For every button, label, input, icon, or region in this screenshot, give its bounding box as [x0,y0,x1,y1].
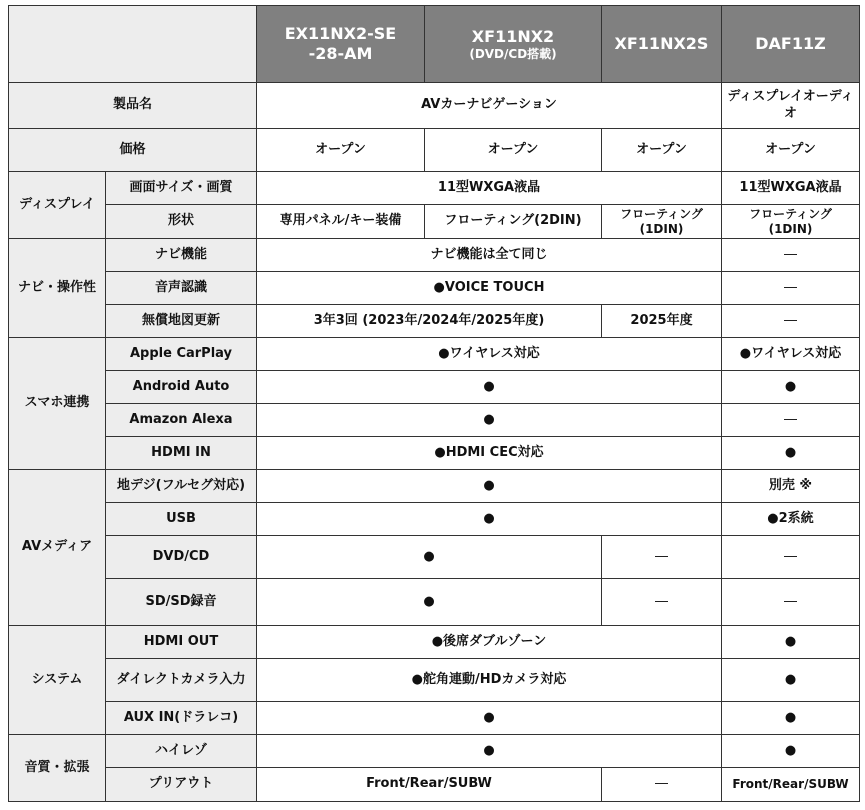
value-preout-exxf: Front/Rear/SUBW [257,768,602,802]
label-voice: 音声認識 [106,272,257,305]
model-header-ex11nx2: EX11NX2-SE -28-AM [257,6,425,83]
value-hires-daf: ● [722,735,860,768]
group-system: システム [9,626,106,735]
value-screen-nav: 11型WXGA液晶 [257,172,722,205]
value-carplay-nav: ●ワイヤレス対応 [257,338,722,371]
row-hdmi-out [9,626,860,659]
label-carplay: Apple CarPlay [106,338,257,371]
label-navi-function: ナビ機能 [106,239,257,272]
value-aux-nav: ● [257,702,722,735]
value-sd-exxf: ● [257,579,602,626]
shape-ex: 専用パネル/キー装備 [257,205,425,239]
value-usb-nav: ● [257,503,722,536]
label-tv: 地デジ(フルセグ対応) [106,470,257,503]
value-hires-nav: ● [257,735,722,768]
label-hires: ハイレゾ [106,735,257,768]
value-camera-daf: ● [722,659,860,702]
label-camera: ダイレクトカメラ入力 [106,659,257,702]
model-header-daf11z: DAF11Z [722,6,860,83]
value-voice: ●VOICE TOUCH [257,272,722,305]
label-usb: USB [106,503,257,536]
value-daf-product: ディスプレイオーディオ [722,83,860,129]
value-map-exxf: 3年3回 (2023年/2024年/2025年度) [257,305,602,338]
value-dvd-daf: ― [722,536,860,579]
row-map-update [9,305,860,338]
label-hdmi-out: HDMI OUT [106,626,257,659]
label-map-update: 無償地図更新 [106,305,257,338]
group-smartphone: スマホ連携 [9,338,106,470]
label-alexa: Amazon Alexa [106,404,257,437]
label-product-name: 製品名 [9,83,257,129]
value-hdmi-in-daf: ● [722,437,860,470]
value-avnavi: AVカーナビゲーション [257,83,722,129]
comparison-table [8,5,860,802]
corner-cell [9,6,257,83]
row-sd [9,579,860,626]
row-shape [9,205,860,239]
row-alexa [9,404,860,437]
label-aux: AUX IN(ドラレコ) [106,702,257,735]
value-voice-daf: ― [722,272,860,305]
row-hdmi-in [9,437,860,470]
label-price: 価格 [9,129,257,172]
row-carplay [9,338,860,371]
row-navi-function [9,239,860,272]
row-product-name [9,83,860,129]
group-sound: 音質・拡張 [9,735,106,802]
value-carplay-daf: ●ワイヤレス対応 [722,338,860,371]
label-preout: プリアウト [106,768,257,802]
value-sd-daf: ― [722,579,860,626]
price-xf: オープン [425,129,602,172]
value-preout-daf: Front/Rear/SUBW [722,768,860,802]
value-usb-daf: ●2系統 [722,503,860,536]
value-tv-daf: 別売 ※ [722,470,860,503]
label-android: Android Auto [106,371,257,404]
header-row [9,6,860,83]
row-preout [9,768,860,802]
shape-xfs: フローティング (1DIN) [602,205,722,239]
label-dvd: DVD/CD [106,536,257,579]
row-hires [9,735,860,768]
value-sd-xfs: ― [602,579,722,626]
group-navi: ナビ・操作性 [9,239,106,338]
row-screen [9,172,860,205]
group-display: ディスプレイ [9,172,106,239]
value-preout-xfs: ― [602,768,722,802]
row-camera [9,659,860,702]
value-alexa-nav: ● [257,404,722,437]
value-navi-function: ナビ機能は全て同じ [257,239,722,272]
value-map-daf: ― [722,305,860,338]
label-sd: SD/SD録音 [106,579,257,626]
group-av-media: AVメディア [9,470,106,626]
price-daf: オープン [722,129,860,172]
row-usb [9,503,860,536]
value-dvd-xfs: ― [602,536,722,579]
shape-daf: フローティング (1DIN) [722,205,860,239]
model-header-xf11nx2s: XF11NX2S [602,6,722,83]
value-android-nav: ● [257,371,722,404]
value-tv-nav: ● [257,470,722,503]
row-voice [9,272,860,305]
model-header-xf11nx2: XF11NX2 (DVD/CD搭載) [425,6,602,83]
row-tv [9,470,860,503]
value-map-xfs: 2025年度 [602,305,722,338]
shape-xf: フローティング(2DIN) [425,205,602,239]
label-shape: 形状 [106,205,257,239]
row-aux [9,702,860,735]
value-aux-daf: ● [722,702,860,735]
price-xfs: オープン [602,129,722,172]
value-hdmi-in-nav: ●HDMI CEC対応 [257,437,722,470]
row-android [9,371,860,404]
value-screen-daf: 11型WXGA液晶 [722,172,860,205]
label-screen: 画面サイズ・画質 [106,172,257,205]
value-hdmi-out-daf: ● [722,626,860,659]
value-camera-nav: ●舵角連動/HDカメラ対応 [257,659,722,702]
row-dvd [9,536,860,579]
value-alexa-daf: ― [722,404,860,437]
label-hdmi-in: HDMI IN [106,437,257,470]
value-navi-function-daf: ― [722,239,860,272]
price-ex: オープン [257,129,425,172]
value-hdmi-out-nav: ●後席ダブルゾーン [257,626,722,659]
value-dvd-exxf: ● [257,536,602,579]
value-android-daf: ● [722,371,860,404]
row-price [9,129,860,172]
